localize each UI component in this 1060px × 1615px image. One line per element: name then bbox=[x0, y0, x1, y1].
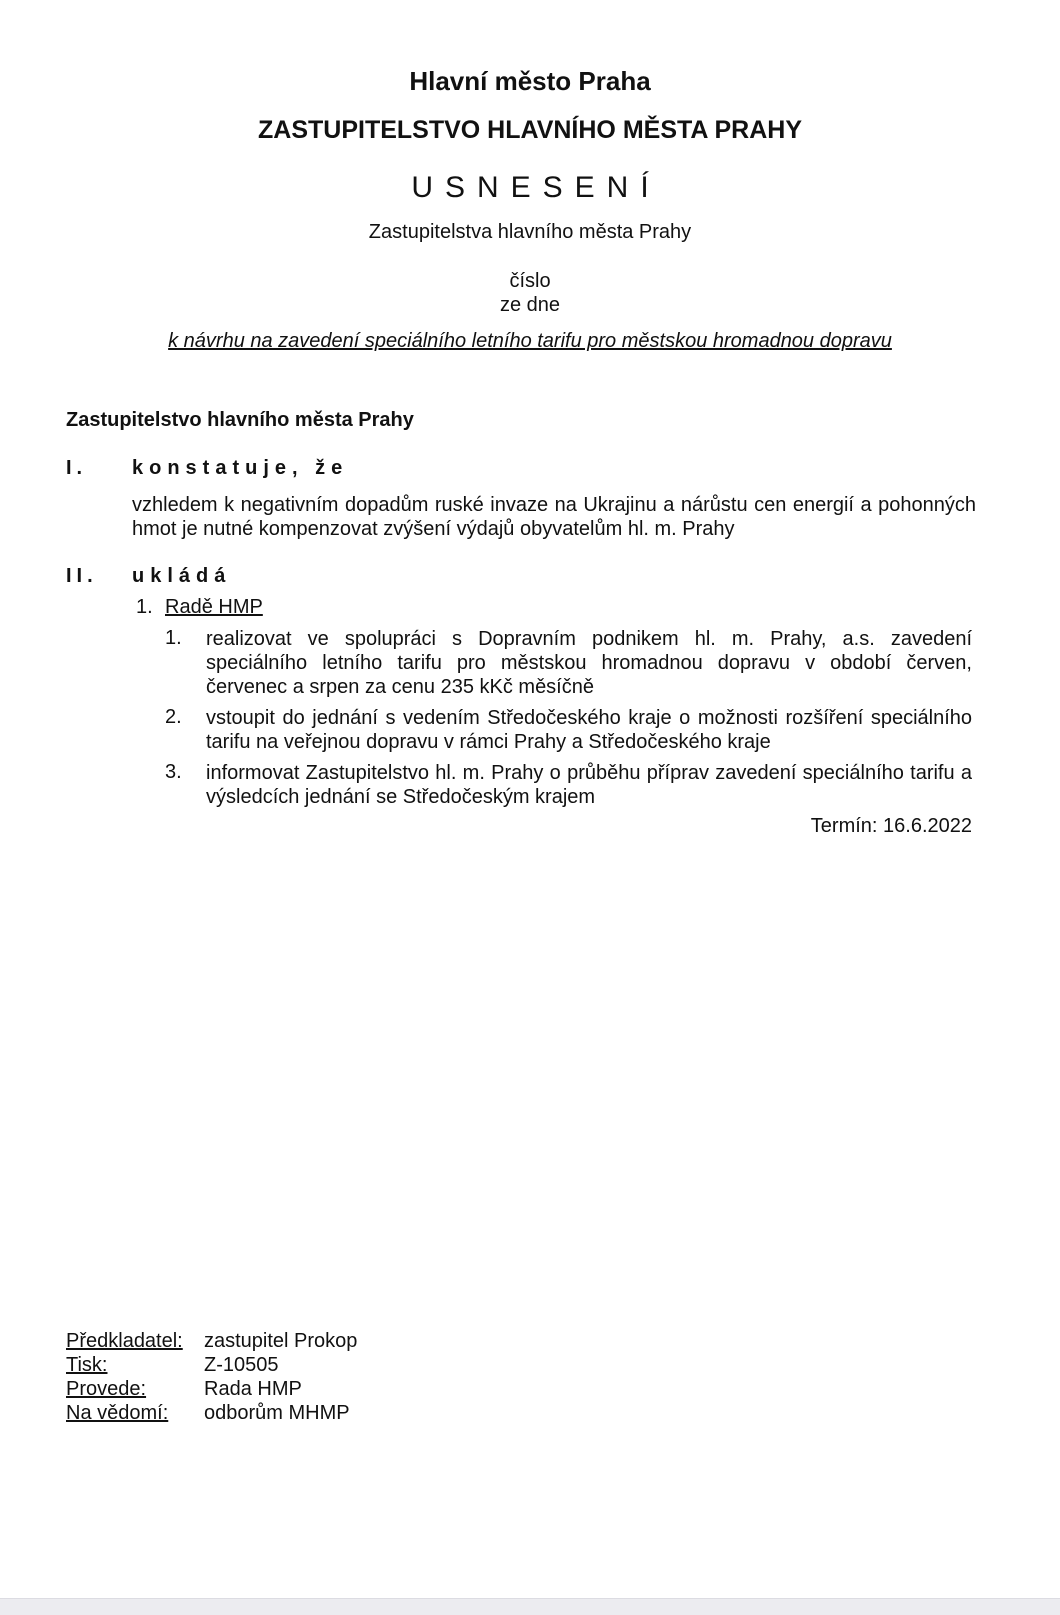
section-1-numeral: I. bbox=[66, 457, 88, 479]
document-type-heading: USNESENÍ bbox=[411, 171, 661, 204]
print-value: Z-10505 bbox=[204, 1354, 279, 1376]
executor-label: Provede: bbox=[66, 1378, 147, 1400]
notice-label: Na vědomí: bbox=[66, 1402, 169, 1424]
print-label: Tisk: bbox=[66, 1354, 108, 1376]
issuer-line: Zastupitelstva hlavního města Prahy bbox=[368, 221, 692, 243]
addressee-name: Radě HMP bbox=[165, 596, 263, 618]
city-heading: Hlavní město Praha bbox=[409, 66, 651, 96]
notice-value: odborům MHMP bbox=[204, 1402, 350, 1424]
task-1-text: realizovat ve spolupráci s Dopravním podnikem hl. m. Prahy, a.s. zavedení speciálního letního tarifu pro městskou hromadnou dopravu v období červen, červenec a srpen za cenu 235 kKč měsíčně bbox=[206, 628, 972, 698]
resolution-subject-text: k návrhu na zavedení speciálního letního tarifu pro městskou hromadnou dopravu bbox=[168, 330, 892, 352]
task-3-number: 3. bbox=[165, 761, 182, 783]
submitter-value: zastupitel Prokop bbox=[204, 1330, 358, 1352]
assembly-heading: ZASTUPITELSTVO HLAVNÍHO MĚSTA PRAHY bbox=[258, 116, 802, 144]
section-1-verb: konstatuje, že bbox=[132, 457, 349, 479]
section-2-verb: ukládá bbox=[132, 565, 232, 587]
executor-value: Rada HMP bbox=[204, 1378, 302, 1400]
date-label: ze dne bbox=[499, 294, 561, 316]
task-1-number: 1. bbox=[165, 627, 182, 649]
task-3-text: informovat Zastupitelstvo hl. m. Prahy o průběhu příprav zavedení speciálního tarifu a výsledcích jednání se Středočeským krajem bbox=[206, 762, 972, 808]
section-1-text: vzhledem k negativním dopadům ruské invaze na Ukrajinu a nárůstu cen energií a pohonných hmot je nutné kompenzovat zvýšení výdajů obyvatelům hl. m. Prahy bbox=[132, 494, 976, 540]
viewer-bottom-bar bbox=[0, 1598, 1060, 1615]
section-2-numeral: II. bbox=[66, 565, 98, 587]
addressee-number: 1. bbox=[136, 596, 153, 618]
resolution-subject bbox=[0, 330, 1060, 353]
number-label: číslo bbox=[509, 270, 551, 292]
submitter-label: Předkladatel: bbox=[66, 1330, 183, 1352]
task-2-number: 2. bbox=[165, 706, 182, 728]
task-2-text: vstoupit do jednání s vedením Středočeského kraje o možnosti rozšíření speciálního tarifu na veřejnou dopravu v rámci Prahy a Středočeského kraje bbox=[206, 707, 972, 753]
resolving-body: Zastupitelstvo hlavního města Prahy bbox=[66, 409, 414, 431]
deadline: Termín: 16.6.2022 bbox=[810, 815, 972, 837]
